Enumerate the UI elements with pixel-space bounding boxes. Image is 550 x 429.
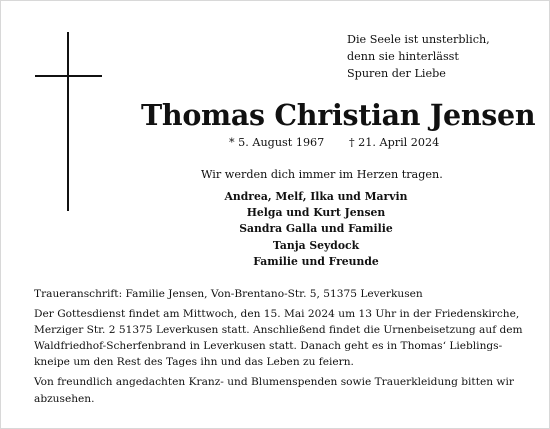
mourners-list <box>201 189 431 270</box>
closing-line: abzusehen. <box>34 392 95 405</box>
service-line: Merziger Str. 2 51375 Leverkusen statt. Anschließend findet die Urnenbeisetzung auf dem <box>34 324 523 337</box>
birth-date: * 5. August 1967 <box>229 136 325 149</box>
mourner-entry: Andrea, Melf, Ilka und Marvin <box>224 190 408 203</box>
closing-paragraph <box>34 374 526 406</box>
cross-vertical-bar <box>67 32 69 211</box>
mourner-entry: Sandra Galla und Familie <box>239 222 393 236</box>
notice-body <box>34 286 526 407</box>
mourning-address: Traueranschrift: Familie Jensen, Von-Brentano-Str. 5, 51375 Leverkusen <box>34 288 423 300</box>
motto-line: Wir werden dich immer im Herzen tragen. <box>201 168 443 181</box>
quote-line: Spuren der Liebe <box>347 67 446 80</box>
service-line: Waldfriedhof-Scherfenbrand in Leverkusen statt. Danach geht es in Thomas‘ Lieblings- <box>34 340 503 353</box>
death-date: † 21. April 2024 <box>349 136 440 149</box>
cross-horizontal-bar <box>35 75 102 77</box>
mourner-entry: Familie und Freunde <box>253 254 379 268</box>
memorial-quote <box>347 31 537 82</box>
service-paragraph <box>34 306 526 370</box>
service-line: Der Gottesdienst findet am Mittwoch, den 15. Mai 2024 um 13 Uhr in der Friedenskirche, <box>34 308 520 321</box>
closing-line: Von freundlich angedachten Kranz- und Blumenspenden sowie Trauerkleidung bitten wir <box>34 376 514 389</box>
quote-line: Die Seele ist unsterblich, <box>347 33 490 46</box>
service-line: kneipe um den Rest des Tages ihn und das Leben zu feiern. <box>34 356 354 369</box>
mourner-entry: Helga und Kurt Jensen <box>246 206 386 220</box>
mourner-entry: Tanja Seydock <box>272 238 360 252</box>
quote-line: denn sie hinterlässt <box>347 50 459 63</box>
deceased-name: Thomas Christian Jensen <box>141 98 536 132</box>
